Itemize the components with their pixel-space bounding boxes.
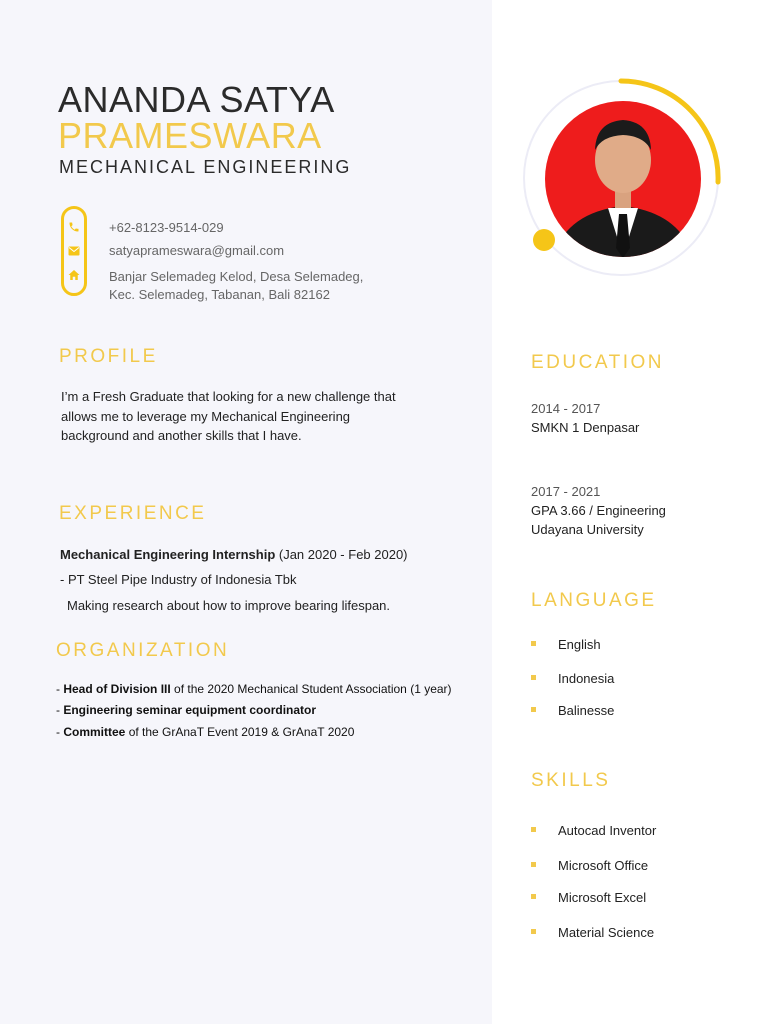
address-line-2: Kec. Selemadeg, Tabanan, Bali 82162 [109,287,330,302]
language-label: Indonesia [558,671,615,686]
profile-line: I’m a Fresh Graduate that looking for a new challenge that [61,389,396,404]
bullet-icon [531,641,536,646]
profile-heading: PROFILE [59,346,158,367]
organization-item [56,703,316,717]
home-icon [68,269,80,281]
org-prefix: - [56,682,64,696]
last-name: PRAMESWARA [58,115,322,156]
org-role: Engineering seminar equipment coordinator [63,703,317,717]
education-school: Udayana University [531,522,644,537]
bullet-icon [531,707,536,712]
language-item [531,703,614,718]
experience-role: Mechanical Engineering Internship [60,547,276,562]
org-role: Committee [63,725,126,739]
experience-period: (Jan 2020 - Feb 2020) [275,547,408,562]
skill-label: Autocad Inventor [558,823,657,838]
skill-label: Microsoft Excel [558,890,647,905]
profile-line: background and another skills that I have. [61,428,302,443]
profile-line: allows me to leverage my Mechanical Engineering [61,408,351,424]
bullet-icon [531,862,536,867]
first-name: ANANDA SATYA [58,79,335,120]
phone-number: +62-8123-9514-029 [109,220,224,235]
experience-heading: EXPERIENCE [59,503,207,524]
language-label: English [558,637,601,652]
skill-label: Microsoft Office [558,858,649,873]
org-role: Head of Division III [63,682,171,696]
organization-item [56,725,354,739]
organization-item [56,682,452,696]
education-years: 2014 - 2017 [531,401,601,416]
language-label: Balinesse [558,703,615,718]
job-title: MECHANICAL ENGINEERING [59,157,352,177]
experience-company: - PT Steel Pipe Industry of Indonesia Tbk [60,572,297,587]
experience-role-line [60,545,408,565]
skills-heading: SKILLS [531,770,611,791]
language-item [531,671,614,686]
education-years: 2017 - 2021 [531,484,601,499]
language-item [531,637,601,652]
skill-item [531,925,654,940]
skill-item [531,823,656,838]
bullet-icon [531,675,536,680]
bullet-icon [531,827,536,832]
profile-photo [520,78,730,278]
org-detail: of the GrAnaT Event 2019 & GrAnaT 2020 [125,725,355,739]
email-address: satyaprameswara@gmail.com [109,243,285,258]
phone-icon [68,221,80,233]
skill-item [531,890,646,905]
education-school: SMKN 1 Denpasar [531,420,640,435]
profile-text [61,387,396,446]
organization-heading: ORGANIZATION [56,640,230,661]
contact-icon-bar [61,206,87,296]
org-detail: of the 2020 Mechanical Student Association (1 year) [170,682,452,696]
mail-icon [68,245,80,257]
bullet-icon [531,929,536,934]
skill-item [531,858,648,873]
education-gpa: GPA 3.66 / Engineering [531,503,666,518]
org-prefix: - [56,703,64,717]
address-line-1: Banjar Selemadeg Kelod, Desa Selemadeg, [109,269,364,284]
experience-description: Making research about how to improve bearing lifespan. [67,598,391,613]
bullet-icon [531,894,536,899]
org-prefix: - [56,725,64,739]
language-heading: LANGUAGE [531,590,657,611]
skill-label: Material Science [558,925,655,940]
education-heading: EDUCATION [531,352,664,373]
